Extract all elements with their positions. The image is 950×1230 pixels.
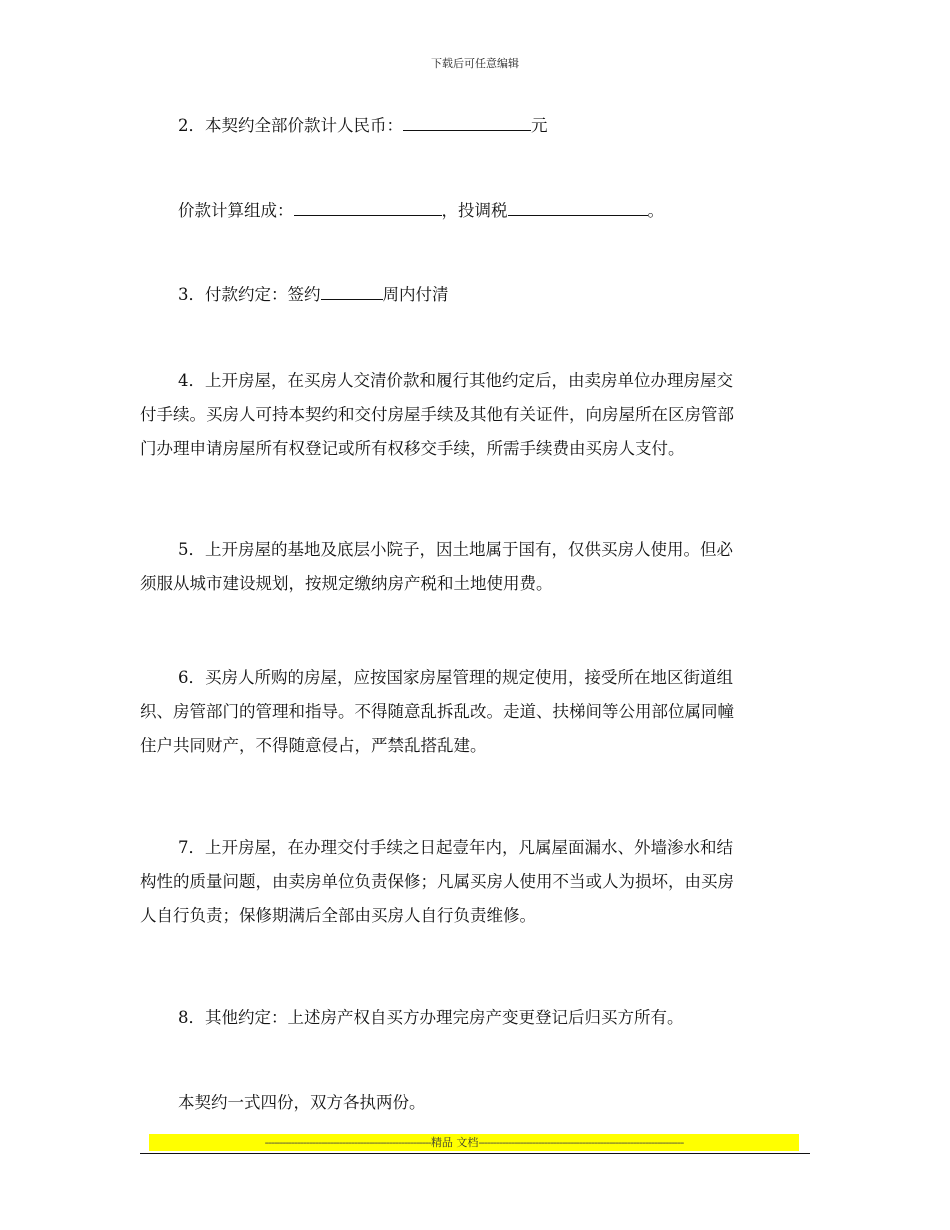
clause-4-line-2: 付手续。买房人可持本契约和交付房屋手续及其他有关证件，向房屋所在区房管部 — [140, 405, 734, 424]
payment-weeks-blank[interactable] — [321, 282, 383, 300]
clause-3-prefix: 3．付款约定：签约 — [178, 285, 321, 304]
copies-line: 本契约一式四份，双方各执两份。 — [178, 1093, 426, 1112]
copies-statement — [140, 1086, 812, 1120]
clause-8-line: 8．其他约定：上述房产权自买方办理完房产变更登记后归买方所有。 — [178, 1008, 684, 1027]
clause-5 — [140, 533, 812, 601]
price-composition — [140, 194, 812, 228]
clause-7 — [140, 831, 812, 933]
footer-label: 精品 文档 — [430, 1136, 479, 1149]
footer-band — [149, 1134, 799, 1151]
clause-2-suffix: 元 — [531, 116, 548, 135]
clause-6-line-1: 6．买房人所购的房屋，应按国家房屋管理的规定使用，接受所在地区街道组 — [178, 668, 733, 687]
price-composition-suffix: 。 — [647, 201, 664, 220]
clause-8 — [140, 1001, 812, 1035]
page-header: 下载后可任意编辑 — [431, 57, 519, 70]
price-breakdown-blank[interactable] — [294, 198, 442, 216]
clause-2 — [140, 109, 812, 143]
clause-4-line-3: 门办理申请房屋所有权登记或所有权移交手续，所需手续费由买房人支付。 — [140, 439, 685, 458]
tax-blank[interactable] — [508, 198, 648, 216]
price-composition-line — [140, 194, 812, 228]
clause-4-line-1: 4．上开房屋，在买房人交清价款和履行其他约定后，由卖房单位办理房屋交 — [178, 371, 733, 390]
clause-7-line-2: 构性的质量问题，由卖房单位负责保修；凡属买房人使用不当或人为损坏，由买房 — [140, 872, 734, 891]
clause-5-line-2: 须服从城市建设规划，按规定缴纳房产税和土地使用费。 — [140, 574, 553, 593]
total-price-blank[interactable] — [403, 113, 531, 131]
clause-7-line-3: 人自行负责；保修期满后全部由买房人自行负责维修。 — [140, 906, 536, 925]
clause-4 — [140, 364, 812, 466]
clause-3-suffix: 周内付清 — [382, 285, 449, 304]
price-composition-middle: ，投调税 — [441, 201, 508, 220]
clause-2-prefix: 2．本契约全部价款计人民币： — [178, 116, 403, 135]
footer-dashes-left: -------------------------------------------------------- — [264, 1136, 431, 1149]
footer-dashes-right: --------------------------------------------------------------------- — [478, 1136, 684, 1149]
footer-rule — [140, 1153, 810, 1154]
clause-6-line-3: 住户共同财产，不得随意侵占，严禁乱搭乱建。 — [140, 736, 487, 755]
clause-7-line-1: 7．上开房屋，在办理交付手续之日起壹年内，凡属屋面漏水、外墙渗水和结 — [178, 838, 733, 857]
clause-3 — [140, 278, 812, 312]
clause-5-line-1: 5．上开房屋的基地及底层小院子，因土地属于国有，仅供买房人使用。但必 — [178, 540, 733, 559]
price-composition-prefix: 价款计算组成： — [178, 201, 294, 220]
clause-3-line — [140, 278, 812, 312]
clause-6-line-2: 织、房管部门的管理和指导。不得随意乱拆乱改。走道、扶梯间等公用部位属同幢 — [140, 702, 734, 721]
clause-6 — [140, 661, 812, 763]
clause-2-line — [140, 109, 812, 143]
